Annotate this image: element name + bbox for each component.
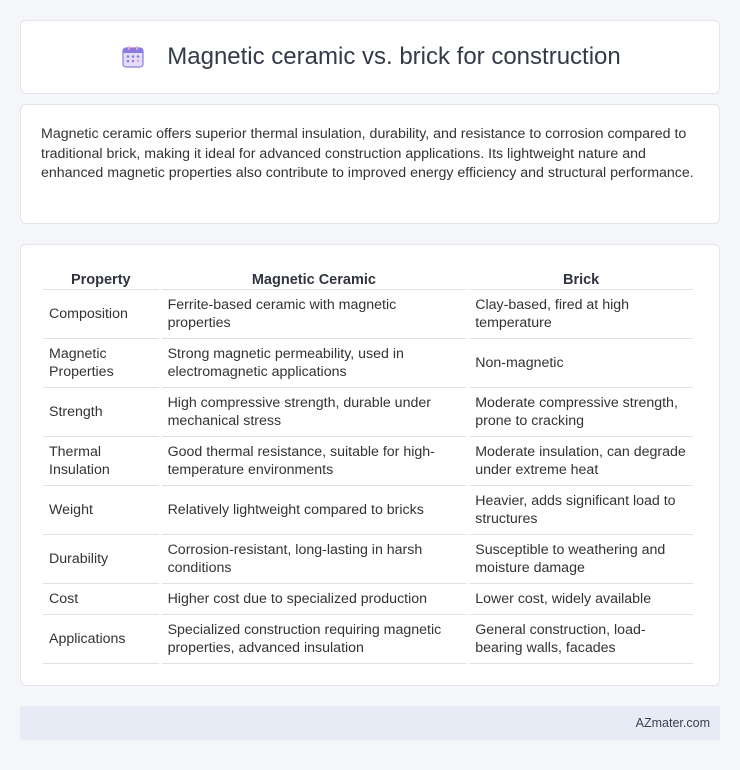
column-header-property: Property	[43, 267, 159, 290]
table-row	[43, 486, 693, 535]
table-cell-brick: Clay-based, fired at high temperature	[469, 290, 693, 339]
table-row	[43, 535, 693, 584]
table-cell-brick: Susceptible to weathering and moisture damage	[469, 535, 693, 584]
table-cell-magnetic-ceramic: Strong magnetic permeability, used in electromagnetic applications	[162, 339, 467, 388]
table-cell-magnetic-ceramic: High compressive strength, durable under mechanical stress	[162, 388, 467, 437]
table-row	[43, 290, 693, 339]
table-header-row	[43, 267, 693, 290]
table-cell-brick: Moderate compressive strength, prone to cracking	[469, 388, 693, 437]
footer-bar	[20, 706, 720, 740]
table-cell-brick: General construction, load-bearing walls, facades	[469, 615, 693, 664]
table-cell-magnetic-ceramic: Good thermal resistance, suitable for high-temperature environments	[162, 437, 467, 486]
table-cell-magnetic-ceramic: Relatively lightweight compared to bricks	[162, 486, 467, 535]
table-cell-property: Cost	[43, 584, 159, 615]
table-row	[43, 339, 693, 388]
table-cell-property: Durability	[43, 535, 159, 584]
table-cell-brick: Lower cost, widely available	[469, 584, 693, 615]
column-header-brick: Brick	[469, 267, 693, 290]
table-cell-property: Applications	[43, 615, 159, 664]
column-header-magnetic-ceramic: Magnetic Ceramic	[162, 267, 467, 290]
comparison-table	[40, 267, 696, 664]
table-cell-property: Strength	[43, 388, 159, 437]
summary-card	[20, 104, 720, 224]
table-row	[43, 615, 693, 664]
comparison-table-card	[20, 244, 720, 686]
table-cell-magnetic-ceramic: Ferrite-based ceramic with magnetic properties	[162, 290, 467, 339]
table-cell-magnetic-ceramic: Higher cost due to specialized production	[162, 584, 467, 615]
table-cell-brick: Non-magnetic	[469, 339, 693, 388]
summary-text: Magnetic ceramic offers superior thermal insulation, durability, and resistance to corrosion compared to traditional brick, making it ideal for advanced construction applications. Its lightweight nature and enhanced magnetic properties also contribute to improved energy efficiency and structural performance.	[41, 126, 694, 181]
header-card	[20, 20, 720, 94]
table-row	[43, 388, 693, 437]
footer-brand[interactable]: AZmater.com	[635, 716, 710, 730]
table-cell-property: Magnetic Properties	[43, 339, 159, 388]
table-cell-property: Composition	[43, 290, 159, 339]
table-cell-magnetic-ceramic: Specialized construction requiring magnetic properties, advanced insulation	[162, 615, 467, 664]
table-cell-brick: Moderate insulation, can degrade under extreme heat	[469, 437, 693, 486]
table-row	[43, 437, 693, 486]
table-cell-property: Weight	[43, 486, 159, 535]
table-cell-property: Thermal Insulation	[43, 437, 159, 486]
table-cell-brick: Heavier, adds significant load to structures	[469, 486, 693, 535]
table-row	[43, 584, 693, 615]
page-title: Magnetic ceramic vs. brick for construction	[167, 43, 621, 70]
calendar-icon	[119, 43, 147, 71]
table-cell-magnetic-ceramic: Corrosion-resistant, long-lasting in harsh conditions	[162, 535, 467, 584]
